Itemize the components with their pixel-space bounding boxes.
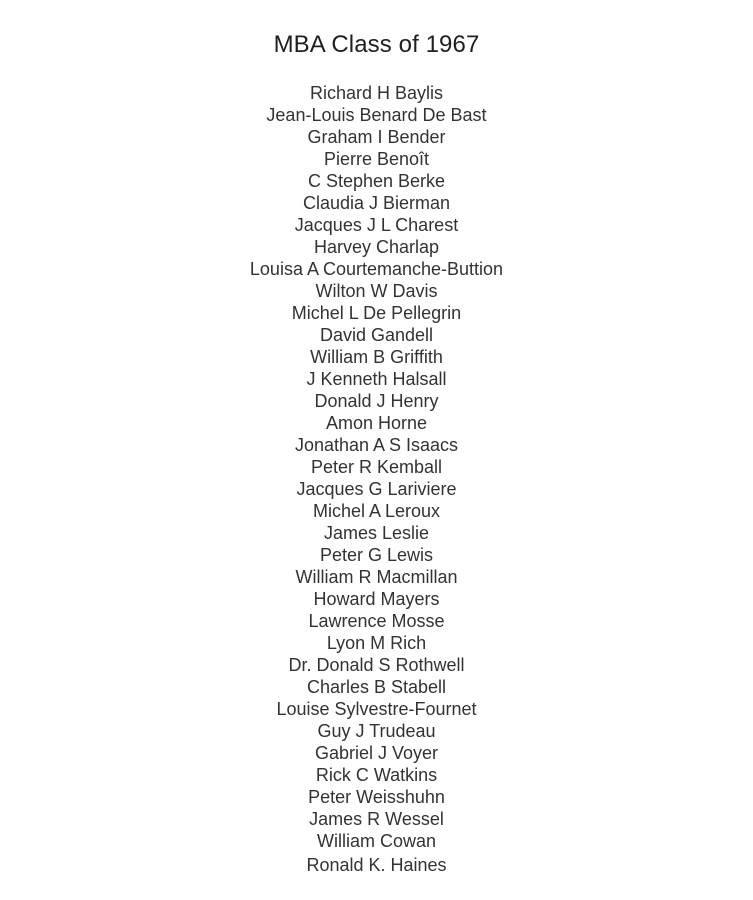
list-item: Jean-Louis Benard De Bast <box>266 105 487 125</box>
list-item: Peter Weisshuhn <box>308 787 445 807</box>
list-item: Lawrence Mosse <box>308 611 445 631</box>
list-item: David Gandell <box>319 325 434 345</box>
list-item: J Kenneth Halsall <box>306 369 447 389</box>
list-item: Wilton W Davis <box>315 281 438 301</box>
list-item: William R Macmillan <box>295 567 458 587</box>
list-item: Pierre Benoît <box>323 149 430 169</box>
list-item: Jacques J L Charest <box>294 215 459 235</box>
list-item: Harvey Charlap <box>313 237 440 257</box>
list-item: Michel L De Pellegrin <box>291 303 462 323</box>
list-item: James R Wessel <box>309 809 444 829</box>
list-item: Charles B Stabell <box>306 677 447 697</box>
list-item: Jonathan A S Isaacs <box>294 435 459 455</box>
list-item: Jacques G Lariviere <box>296 479 457 499</box>
list-item: William B Griffith <box>310 347 443 367</box>
list-item: Peter R Kemball <box>310 457 443 477</box>
list-item: William Cowan <box>316 831 437 851</box>
list-item: Graham I Bender <box>307 127 446 147</box>
list-item: Guy J Trudeau <box>317 721 436 741</box>
page-title: MBA Class of 1967 <box>273 31 480 58</box>
name-list <box>0 82 753 876</box>
list-item: Peter G Lewis <box>319 545 434 565</box>
list-item: Donald J Henry <box>314 391 439 411</box>
list-item: C Stephen Berke <box>307 171 446 191</box>
list-item: Amon Horne <box>325 413 428 433</box>
list-item: Louise Sylvestre-Fournet <box>276 699 477 719</box>
list-item: Ronald K. Haines <box>306 855 447 875</box>
list-item: Gabriel J Voyer <box>314 743 439 763</box>
list-item: Richard H Baylis <box>309 83 444 103</box>
list-item: Dr. Donald S Rothwell <box>288 655 465 675</box>
list-item: Michel A Leroux <box>312 501 441 521</box>
list-item: Louisa A Courtemanche-Buttion <box>249 259 504 279</box>
list-item: James Leslie <box>323 523 430 543</box>
list-item: Lyon M Rich <box>326 633 427 653</box>
list-item: Claudia J Bierman <box>302 193 451 213</box>
list-item: Rick C Watkins <box>315 765 438 785</box>
list-item: Howard Mayers <box>313 589 440 609</box>
